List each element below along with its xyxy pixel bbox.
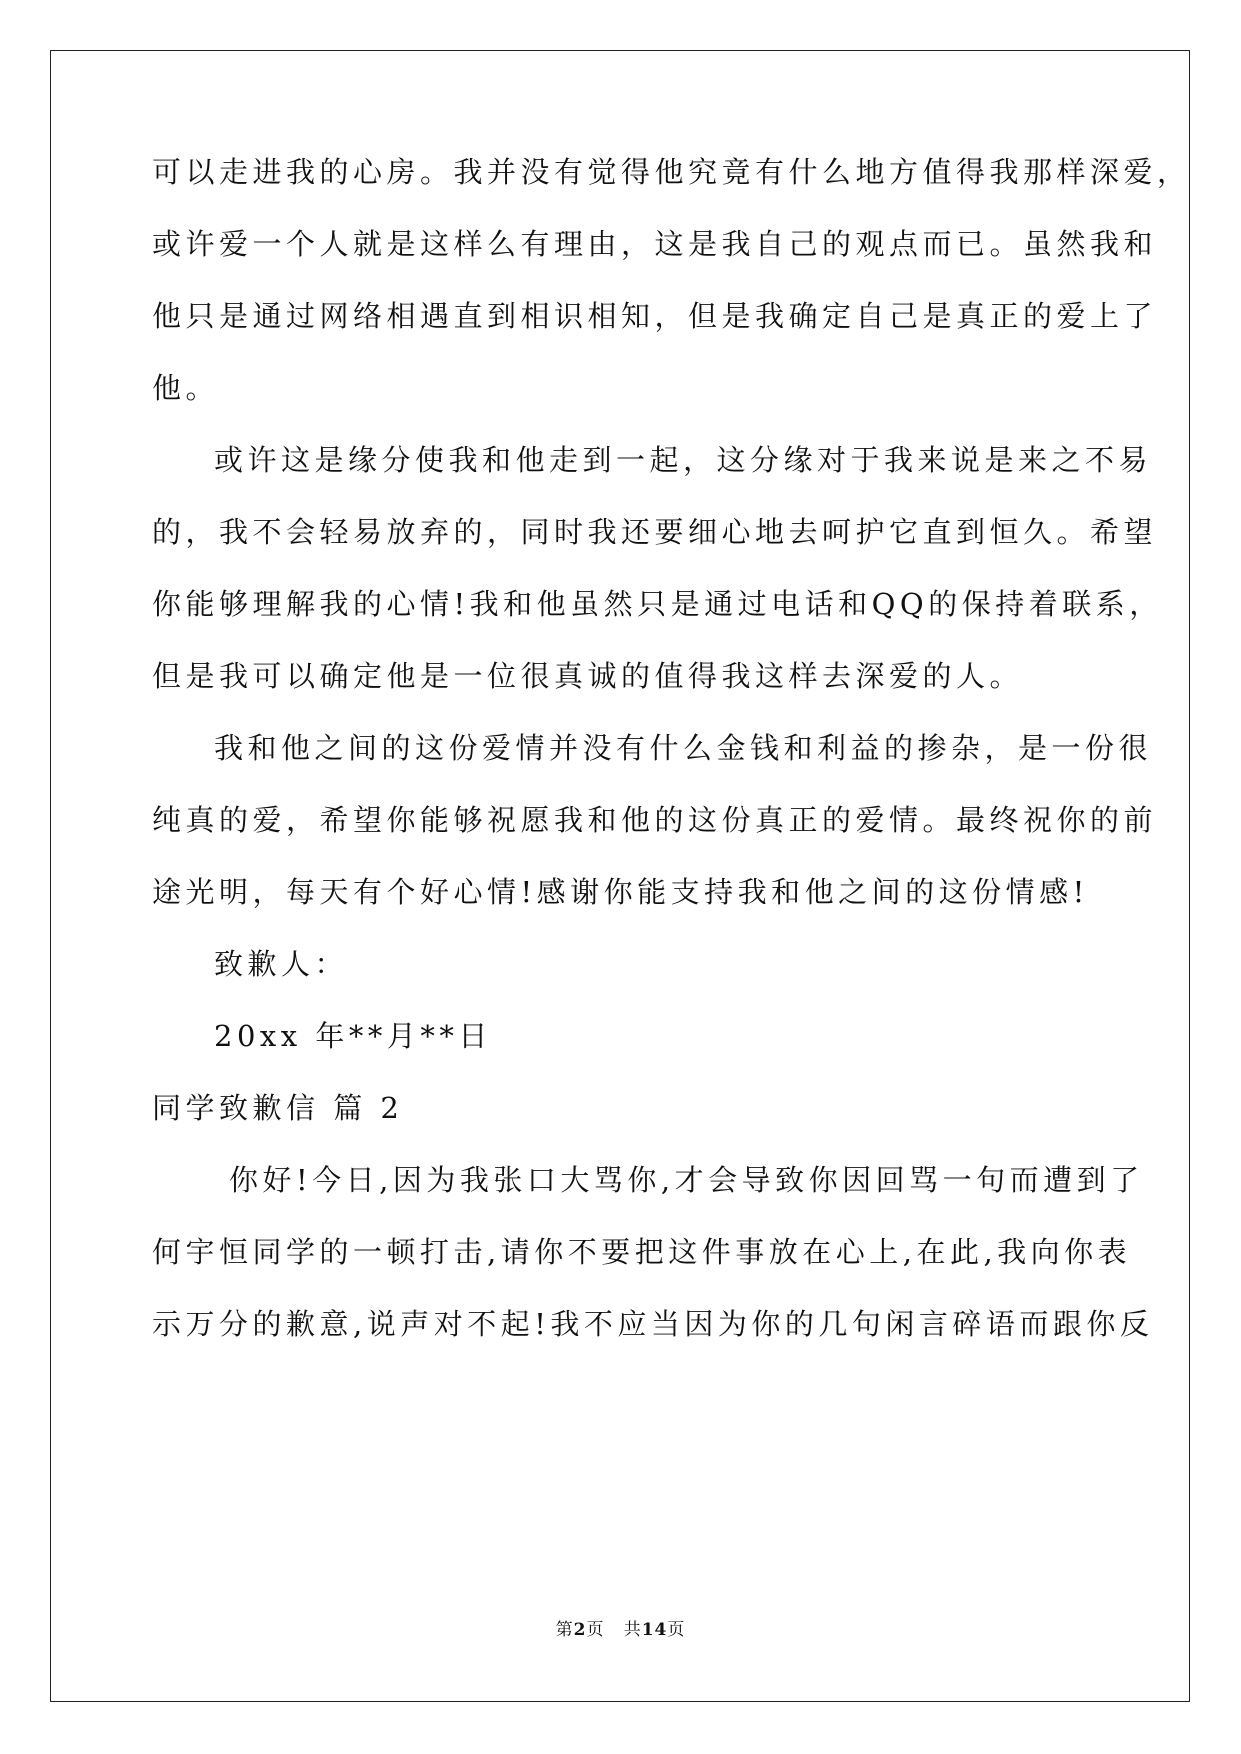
signature-date: 20xx 年**月**日 <box>214 1019 492 1053</box>
text-line: 他只是通过网络相遇直到相识相知，但是我确定自己是真正的爱上了 <box>152 299 1158 333</box>
text-line: 途光明，每天有个好心情!感谢你能支持我和他之间的这份情感! <box>152 875 1089 909</box>
footer-page-number: 2 <box>573 1620 587 1640</box>
footer-page-unit: 页 <box>586 1620 605 1640</box>
paragraph-start: 你好!今日,因为我张口大骂你,才会导致你因回骂一句而遭到了 <box>229 1163 1144 1197</box>
text-line: 何宇恒同学的一顿打击,请你不要把这件事放在心上,在此,我向你表 <box>152 1235 1132 1269</box>
text-line: 你能够理解我的心情!我和他虽然只是通过电话和QQ的保持着联系， <box>152 587 1163 621</box>
text-line: 可以走进我的心房。我并没有觉得他究竟有什么地方值得我那样深爱， <box>152 155 1191 189</box>
text-line: 纯真的爱，希望你能够祝愿我和他的这份真正的爱情。最终祝你的前 <box>152 803 1158 837</box>
text-line: 示万分的歉意,说声对不起!我不应当因为你的几句闲言碎语而跟你反 <box>152 1307 1154 1341</box>
footer-total-prefix: 共 <box>623 1620 642 1640</box>
footer-prefix: 第 <box>555 1620 574 1640</box>
text-line: 或许爱一个人就是这样么有理由，这是我自己的观点而已。虽然我和 <box>152 227 1158 261</box>
section-heading: 同学致歉信 篇 2 <box>152 1091 404 1125</box>
text-line: 的，我不会轻易放弃的，同时我还要细心地去呵护它直到恒久。希望 <box>152 515 1158 549</box>
text-line: 他。 <box>152 371 220 405</box>
signature-label: 致歉人： <box>214 947 349 981</box>
text-line: 但是我可以确定他是一位很真诚的值得我这样去深爱的人。 <box>152 659 1024 693</box>
footer-total-pages: 14 <box>641 1620 668 1640</box>
page-footer <box>0 1618 1241 1642</box>
paragraph-start: 我和他之间的这份爱情并没有什么金钱和利益的掺杂，是一份很 <box>214 731 1153 765</box>
paragraph-start: 或许这是缘分使我和他走到一起，这分缘对于我来说是来之不易 <box>214 443 1153 477</box>
footer-total-unit: 页 <box>667 1620 686 1640</box>
